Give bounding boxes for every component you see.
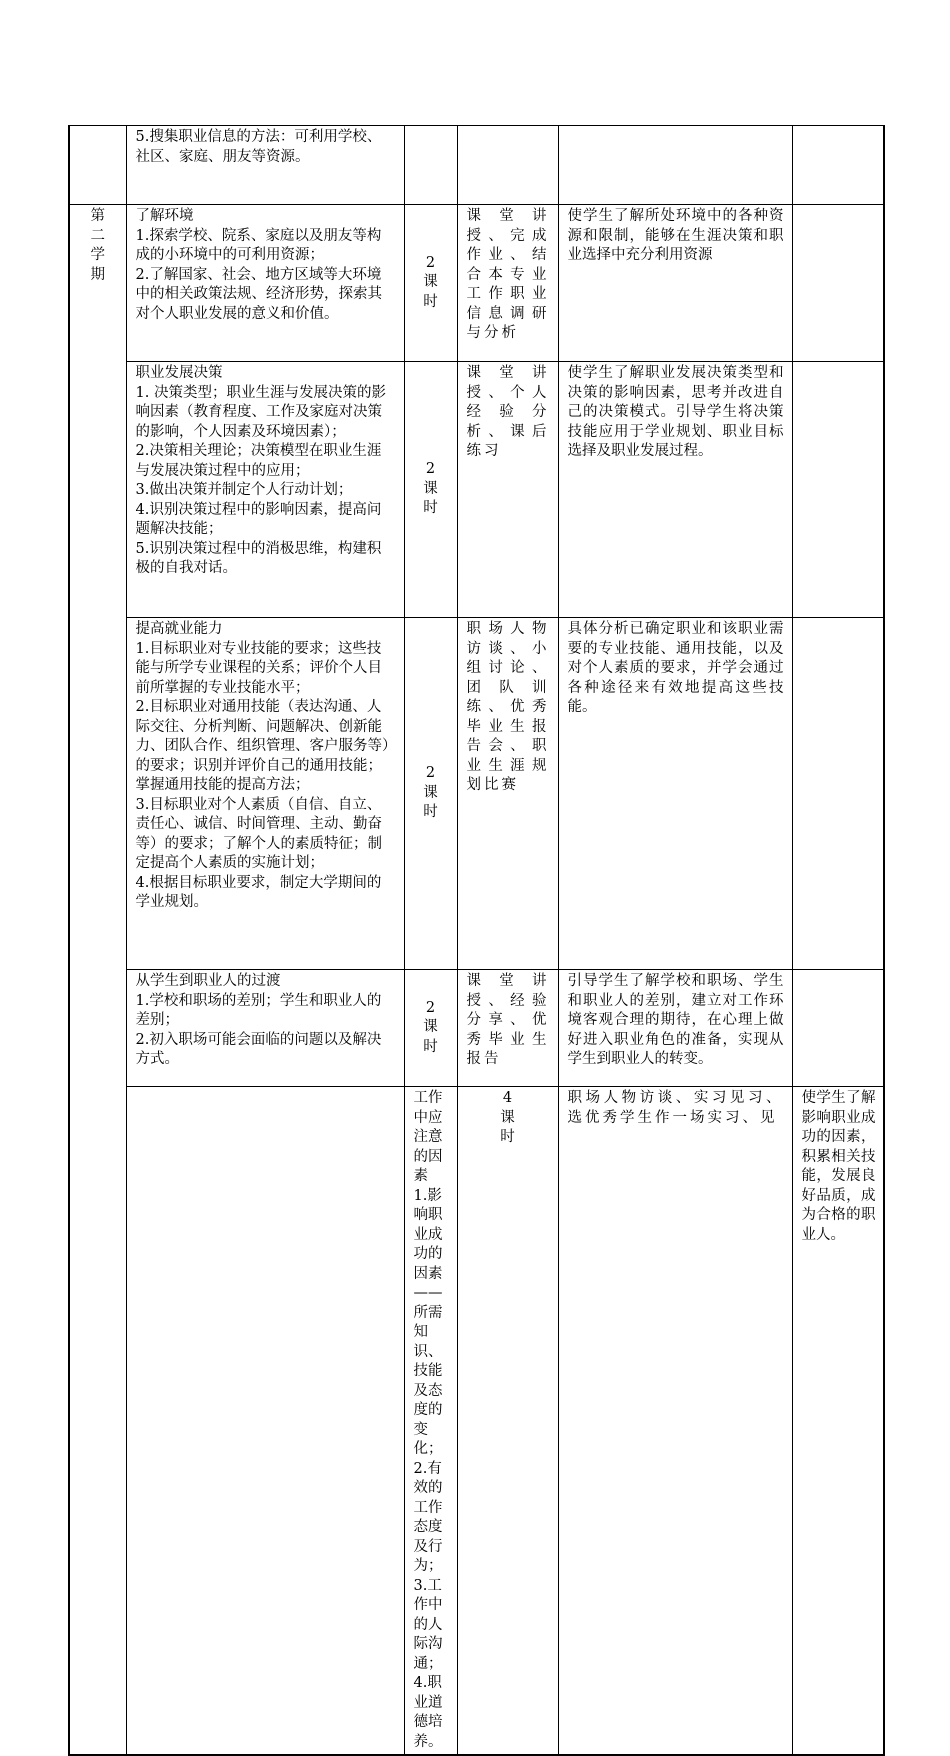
content-line: 2.决策相关理论；决策模型在职业生涯与发展决策过程中的应用；	[135, 443, 382, 479]
content-line: 2.了解国家、社会、地方区域等大环境中的相关政策法规、经济形势，探索其对个人职业发展的意义和价值。	[135, 266, 382, 322]
method-cell	[457, 126, 558, 205]
content-line: 3.目标职业对个人素质（自信、自立、责任心、诚信、时间管理、主动、勤奋等）的要求；了解个人的素质特征；制定提高个人素质的实施计划；	[135, 796, 382, 871]
content-line: 1.目标职业对专业技能的要求；这些技能与所学专业课程的关系；评价个人目前所掌握的专业技能水平；	[135, 640, 382, 696]
goal-cell	[792, 1087, 884, 1756]
content-line: 5.搜集职业信息的方法：可利用学校、社区、家庭、朋友等资源。	[135, 129, 382, 165]
hours-value: 2课时	[423, 999, 438, 1055]
table-row	[69, 126, 884, 205]
content-line: 4.识别决策过程中的影响因素，提高问题解决技能；	[135, 501, 382, 537]
content-line: 3.做出决策并制定个人行动计划；	[135, 482, 353, 498]
method-text: 课堂讲授、个人经验分析、课后练习	[466, 365, 550, 459]
remark-cell	[792, 362, 884, 618]
semester-cell-empty	[69, 126, 126, 205]
hours-value: 2课时	[423, 461, 438, 517]
content-cell	[126, 126, 404, 205]
content-line: 1. 决策类型；职业生涯与发展决策的影响因素（教育程度、工作及家庭对决策的影响，个人因素及环境因素）；	[135, 384, 386, 440]
course-plan-table	[68, 125, 885, 1756]
goal-cell	[558, 362, 792, 618]
topic-title: 从学生到职业人的过渡	[135, 973, 281, 989]
semester-label: 第二学期	[90, 208, 105, 283]
hours-cell	[404, 362, 457, 618]
hours-value: 2课时	[423, 765, 438, 821]
goal-cell	[558, 618, 792, 970]
goal-cell	[558, 126, 792, 205]
remark-cell	[792, 126, 884, 205]
hours-value: 2课时	[423, 254, 438, 310]
content-line: 1.影响职业成功的因素——所需知识、技能及态度的变化；	[413, 1187, 443, 1457]
table-row	[69, 362, 884, 618]
content-cell	[404, 1087, 457, 1756]
method-text: 职场人物访谈、实习见习、选优秀学生作一场实习、见	[567, 1090, 784, 1126]
method-cell	[558, 1087, 792, 1756]
goal-text: 具体分析已确定职业和该职业需要的专业技能、通用技能，以及对个人素质的要求，并学会通过各种途径来有效地提高这些技能。	[567, 621, 784, 715]
semester-cell	[69, 205, 126, 1756]
semester-cell-empty	[126, 1087, 404, 1756]
goal-text: 引导学生了解学校和职场、学生和职业人的差别，建立对工作环境客观合理的期待，在心理上做好进入职业角色的准备，实现从学生到职业人的转变。	[567, 973, 784, 1067]
remark-cell	[792, 970, 884, 1087]
content-cell	[126, 970, 404, 1087]
method-cell	[457, 205, 558, 362]
method-text: 课堂讲授、经验分享、优秀毕业生报告	[466, 973, 550, 1067]
content-line: 1.探索学校、院系、家庭以及朋友等构成的小环境中的可利用资源；	[135, 227, 382, 263]
table-row	[69, 618, 884, 970]
topic-title: 职业发展决策	[135, 365, 223, 381]
method-cell	[457, 618, 558, 970]
goal-text: 使学生了解所处环境中的各种资源和限制，能够在生涯决策和职业选择中充分利用资源	[567, 208, 784, 263]
topic-title: 了解环境	[135, 208, 194, 224]
hours-cell	[404, 970, 457, 1087]
goal-text: 使学生了解职业发展决策类型和决策的影响因素，思考并改进自己的决策模式。引导学生将决策技能应用于学业规划、职业目标选择及职业发展过程。	[567, 365, 784, 459]
hours-cell	[404, 618, 457, 970]
method-text: 职场人物访谈、小组讨论、团队训练、优秀毕业生报告会、职业生涯规划比赛	[466, 621, 550, 793]
hours-value: 4课时	[500, 1090, 515, 1145]
content-line: 2.有效的工作态度及行为；	[413, 1460, 443, 1574]
content-line: 4.职业道德培养。	[413, 1675, 443, 1750]
remark-cell	[792, 618, 884, 970]
content-line: 5.识别决策过程中的消极思维，构建积极的自我对话。	[135, 540, 382, 576]
topic-title: 工作中应注意的因素	[413, 1090, 443, 1184]
goal-cell	[558, 970, 792, 1087]
table-row	[69, 1087, 884, 1756]
content-line: 2.初入职场可能会面临的问题以及解决方式。	[135, 1031, 382, 1067]
content-cell	[126, 362, 404, 618]
content-line: 3.工作中的人际沟通；	[413, 1577, 443, 1672]
hours-cell	[404, 205, 457, 362]
content-cell	[126, 205, 404, 362]
goal-text: 使学生了解影响职业成功的因素，积累相关技能，发展良好品质，成为合格的职业人。	[801, 1090, 876, 1243]
topic-title: 提高就业能力	[135, 621, 223, 637]
hours-cell	[457, 1087, 558, 1756]
content-line: 1.学校和职场的差别；学生和职业人的差别；	[135, 992, 382, 1028]
hours-cell	[404, 126, 457, 205]
table-row	[69, 970, 884, 1087]
content-line: 2.目标职业对通用技能（表达沟通、人际交往、分析判断、问题解决、创新能力、团队合作、组织管理、客户服务等）的要求；识别并评价自己的通用技能；掌握通用技能的提高方法；	[135, 699, 390, 793]
method-cell	[457, 970, 558, 1087]
remark-cell	[792, 205, 884, 362]
method-cell	[457, 362, 558, 618]
method-text: 课堂讲授、完成作业、结合本专业工作职业信息调研与分析	[466, 208, 550, 341]
table-row	[69, 205, 884, 362]
content-cell	[126, 618, 404, 970]
goal-cell	[558, 205, 792, 362]
content-line: 4.根据目标职业要求，制定大学期间的学业规划。	[135, 874, 382, 910]
